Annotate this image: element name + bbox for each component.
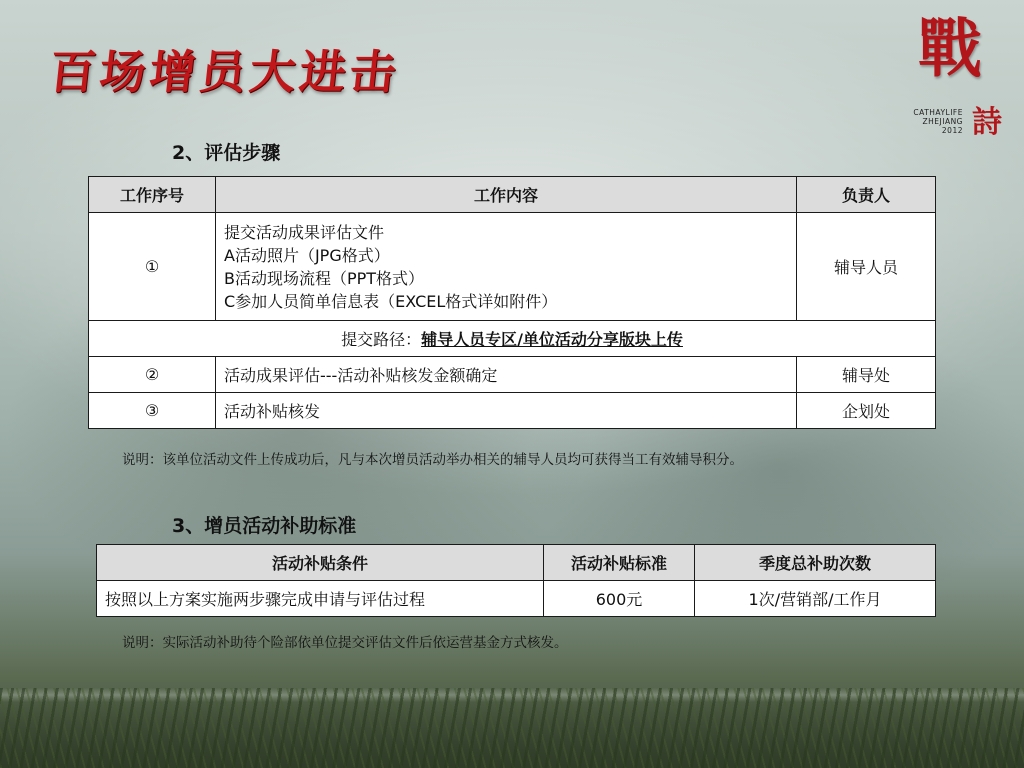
- subsidy-times: 1次/营销部/工作月: [695, 581, 936, 617]
- header-times: 季度总补助次数: [695, 545, 936, 581]
- table-row: [89, 213, 936, 321]
- step1-line-2: A活动照片（JPG格式）: [224, 245, 390, 265]
- step-content-1: [216, 213, 797, 321]
- step-no-3: ③: [89, 393, 216, 429]
- header-content: 工作内容: [216, 177, 797, 213]
- logo-wordmark: [897, 108, 963, 135]
- header-standard: 活动补贴标准: [544, 545, 695, 581]
- banner-title: 百场增员大进击: [46, 45, 403, 99]
- table-header-row: [97, 545, 936, 581]
- section2-note: 说明：实际活动补助待个险部依单位提交评估文件后依运营基金方式核发。: [122, 635, 568, 651]
- header-step-no: 工作序号: [89, 177, 216, 213]
- submit-route: [89, 321, 936, 357]
- submit-route-path: 辅导人员专区/单位活动分享版块上传: [421, 330, 683, 349]
- header-condition: 活动补贴条件: [97, 545, 544, 581]
- logo-line-1: CATHAYLIFE: [913, 108, 963, 117]
- table-row-route: [89, 321, 936, 357]
- logo-line-2: ZHEJIANG: [922, 117, 963, 126]
- subsidy-standard-table: [96, 544, 936, 617]
- step-owner-1: 辅导人员: [797, 213, 936, 321]
- background-grass: [0, 688, 1024, 768]
- logo-glyph-main: 戰: [918, 12, 982, 87]
- table-row: [89, 357, 936, 393]
- step1-line-1: 提交活动成果评估文件: [224, 222, 385, 242]
- table-row: [97, 581, 936, 617]
- step1-line-4: C参加人员简单信息表（EXCEL格式详如附件）: [224, 291, 558, 311]
- step-owner-2: 辅导处: [797, 357, 936, 393]
- section2-heading: 3、增员活动补助标准: [172, 515, 357, 537]
- header-owner: 负责人: [797, 177, 936, 213]
- section1-note: 说明：该单位活动文件上传成功后，凡与本次增员活动举办相关的辅导人员均可获得当工有效辅导积分。: [122, 452, 743, 468]
- table-row: [89, 393, 936, 429]
- step-no-2: ②: [89, 357, 216, 393]
- step-content-3: 活动补贴核发: [216, 393, 797, 429]
- logo-glyph-sub: 詩: [972, 105, 1002, 140]
- section1-heading: 2、评估步骤: [172, 142, 281, 164]
- subsidy-condition: 按照以上方案实施两步骤完成申请与评估过程: [97, 581, 544, 617]
- step1-line-3: B活动现场流程（PPT格式）: [224, 268, 425, 288]
- table-header-row: [89, 177, 936, 213]
- step-owner-3: 企划处: [797, 393, 936, 429]
- step-no-1: ①: [89, 213, 216, 321]
- subsidy-standard: 600元: [544, 581, 695, 617]
- evaluation-steps-table: [88, 176, 936, 429]
- step-content-2: 活动成果评估---活动补贴核发金额确定: [216, 357, 797, 393]
- submit-route-label: 提交路径：: [341, 330, 422, 349]
- logo-line-3: 2012: [941, 126, 963, 135]
